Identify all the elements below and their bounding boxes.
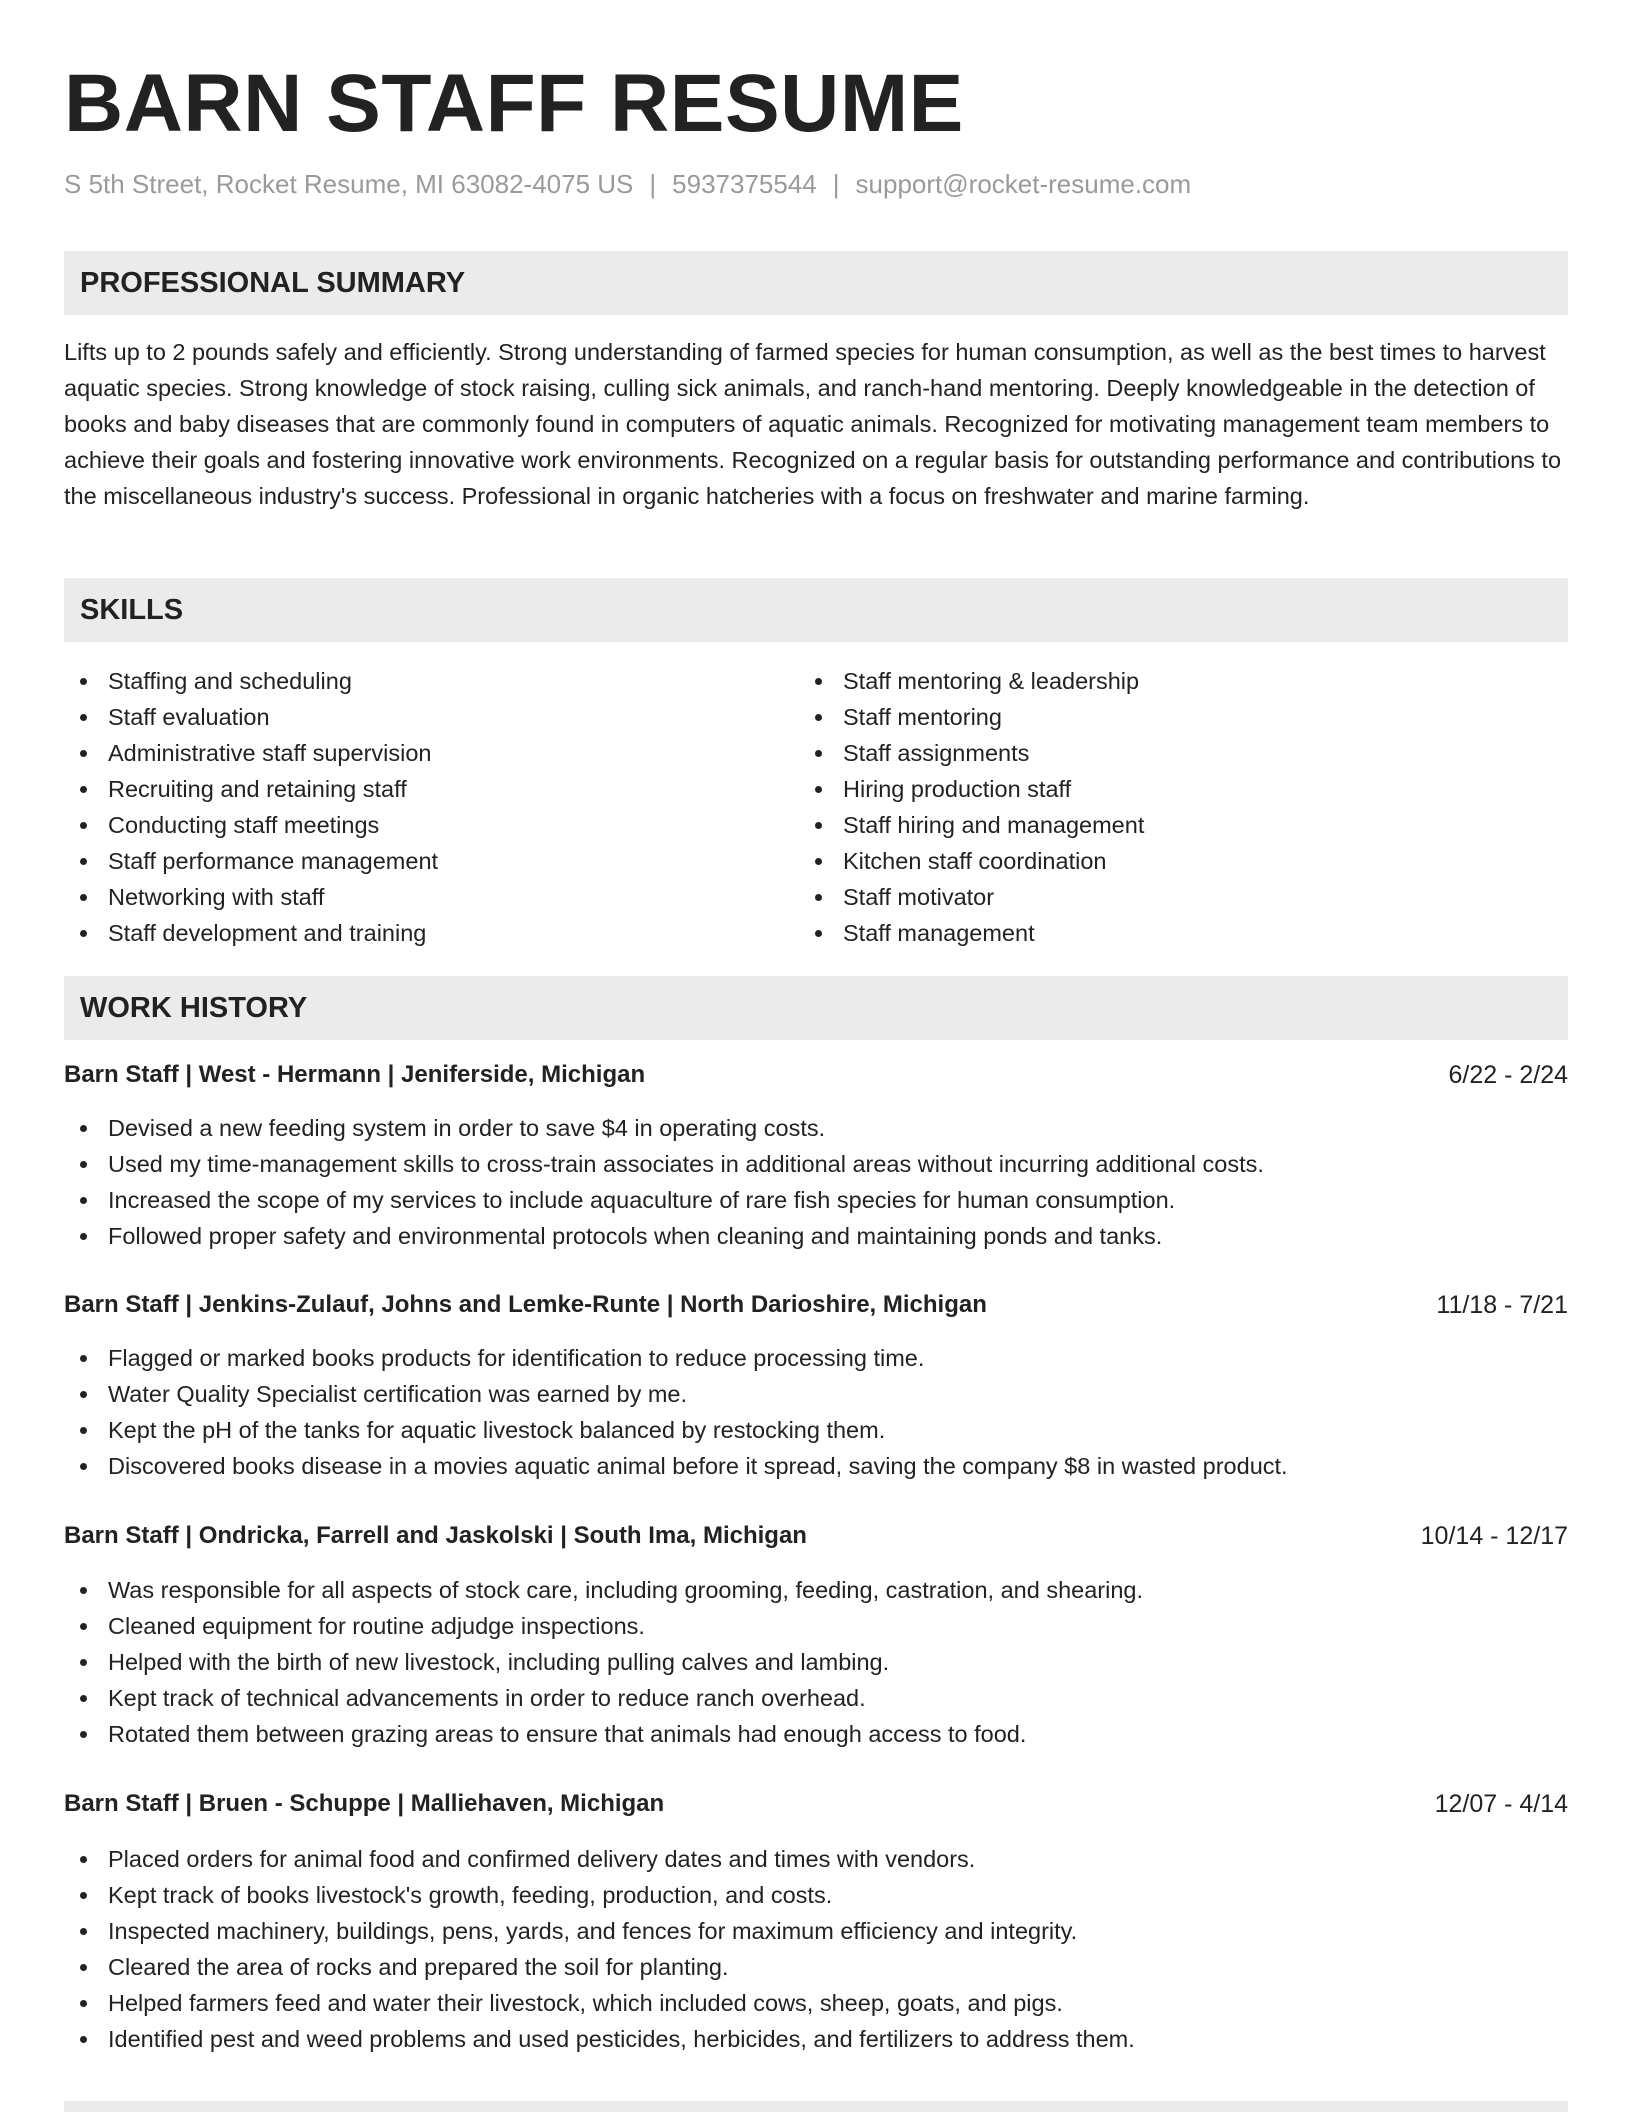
skills-list [799, 663, 1539, 951]
skills-list [64, 663, 804, 951]
skill-item: Staff mentoring [799, 699, 1539, 735]
job-duties-list [64, 1340, 1568, 1484]
skill-item: Kitchen staff coordination [799, 843, 1539, 879]
skill-item: Staff mentoring & leadership [799, 663, 1539, 699]
job-duty-item: Followed proper safety and environmental protocols when cleaning and maintaining ponds and tanks. [64, 1218, 1568, 1254]
skill-item: Networking with staff [64, 879, 804, 915]
section-title: SKILLS [80, 594, 184, 626]
job-title: Barn Staff | West - Hermann | Jeniferside, Michigan [64, 1061, 646, 1088]
job-duty-item: Inspected machinery, buildings, pens, yards, and fences for maximum efficiency and integrity. [64, 1913, 1568, 1949]
section-header-skills [64, 578, 1568, 642]
skill-item: Staff development and training [64, 915, 804, 951]
skill-item: Staff motivator [799, 879, 1539, 915]
section-header-professional-summary [64, 251, 1568, 315]
skill-item: Staff evaluation [64, 699, 804, 735]
skill-item: Staff hiring and management [799, 807, 1539, 843]
section-header-next [64, 2101, 1568, 2112]
job-duty-item: Discovered books disease in a movies aquatic animal before it spread, saving the company $8 in wasted product. [64, 1448, 1568, 1484]
job-duties-list [64, 1572, 1568, 1752]
job-duty-item: Rotated them between grazing areas to ensure that animals had enough access to food. [64, 1716, 1568, 1752]
professional-summary-text: Lifts up to 2 pounds safely and efficiently. Strong understanding of farmed species for human consumption, as well as the best times to harvest aquatic species. Strong knowledge of stock raising, culling sick animals, and ranch-hand mentoring. Deeply knowledgeable in the detection of books and baby diseases that are commonly found in computers of aquatic animals. Recognized for motivating management team members to achieve their goals and fostering innovative work environments. Recognized on a regular basis for outstanding performance and contributions to the miscellaneous industry's success. Professional in organic hatcheries with a focus on freshwater and marine farming. [64, 339, 1562, 509]
job-duty-item: Devised a new feeding system in order to save $4 in operating costs. [64, 1110, 1568, 1146]
skills-column-left [64, 663, 804, 951]
skill-item: Recruiting and retaining staff [64, 771, 804, 807]
skill-item: Staff management [799, 915, 1539, 951]
job-duty-item: Increased the scope of my services to include aquaculture of rare fish species for human consumption. [64, 1182, 1568, 1218]
job-title: Barn Staff | Bruen - Schuppe | Malliehaven, Michigan [64, 1790, 665, 1817]
job-duties-list [64, 1110, 1568, 1254]
job-header [64, 1287, 1568, 1323]
job-duties [64, 1572, 1568, 1752]
job-dates: 11/18 - 7/21 [1436, 1291, 1568, 1319]
job-dates: 12/07 - 4/14 [1434, 1790, 1568, 1818]
job-dates: 10/14 - 12/17 [1420, 1522, 1568, 1550]
skill-item: Staffing and scheduling [64, 663, 804, 699]
job-duties [64, 1110, 1568, 1254]
job-duty-item: Used my time-management skills to cross-train associates in additional areas without incurring additional costs. [64, 1146, 1568, 1182]
skills-column-right [799, 663, 1539, 951]
job-duty-item: Helped with the birth of new livestock, including pulling calves and lambing. [64, 1644, 1568, 1680]
skill-item: Staff assignments [799, 735, 1539, 771]
job-duties [64, 1841, 1568, 2057]
section-title: WORK HISTORY [80, 992, 308, 1024]
job-dates: 6/22 - 2/24 [1448, 1061, 1568, 1089]
job-duty-item: Cleaned equipment for routine adjudge inspections. [64, 1608, 1568, 1644]
job-header [64, 1057, 1568, 1093]
resume-title: BARN STAFF RESUME [64, 58, 964, 149]
contact-line [64, 166, 1191, 202]
section-header-work-history [64, 976, 1568, 1040]
job-duty-item: Was responsible for all aspects of stock care, including grooming, feeding, castration, and shearing. [64, 1572, 1568, 1608]
job-duty-item: Placed orders for animal food and confirmed delivery dates and times with vendors. [64, 1841, 1568, 1877]
job-duty-item: Kept track of books livestock's growth, feeding, production, and costs. [64, 1877, 1568, 1913]
job-duty-item: Kept track of technical advancements in order to reduce ranch overhead. [64, 1680, 1568, 1716]
job-duties [64, 1340, 1568, 1484]
contact-separator: | [649, 169, 657, 199]
skill-item: Conducting staff meetings [64, 807, 804, 843]
skill-item: Staff performance management [64, 843, 804, 879]
job-duty-item: Cleared the area of rocks and prepared the soil for planting. [64, 1949, 1568, 1985]
contact-address: S 5th Street, Rocket Resume, MI 63082-4075 US [64, 169, 634, 199]
job-header [64, 1518, 1568, 1554]
job-title: Barn Staff | Ondricka, Farrell and Jaskolski | South Ima, Michigan [64, 1522, 807, 1549]
job-title: Barn Staff | Jenkins-Zulauf, Johns and Lemke-Runte | North Darioshire, Michigan [64, 1291, 987, 1318]
section-title: PROFESSIONAL SUMMARY [80, 267, 466, 299]
contact-phone: 5937375544 [672, 169, 817, 199]
job-duty-item: Identified pest and weed problems and used pesticides, herbicides, and fertilizers to address them. [64, 2021, 1568, 2057]
job-duty-item: Flagged or marked books products for identification to reduce processing time. [64, 1340, 1568, 1376]
job-header [64, 1786, 1568, 1822]
job-duty-item: Water Quality Specialist certification was earned by me. [64, 1376, 1568, 1412]
job-duty-item: Kept the pH of the tanks for aquatic livestock balanced by restocking them. [64, 1412, 1568, 1448]
contact-separator: | [832, 169, 840, 199]
job-duty-item: Helped farmers feed and water their livestock, which included cows, sheep, goats, and pigs. [64, 1985, 1568, 2021]
contact-email[interactable]: support@rocket-resume.com [855, 169, 1192, 199]
job-duties-list [64, 1841, 1568, 2057]
skill-item: Administrative staff supervision [64, 735, 804, 771]
skill-item: Hiring production staff [799, 771, 1539, 807]
